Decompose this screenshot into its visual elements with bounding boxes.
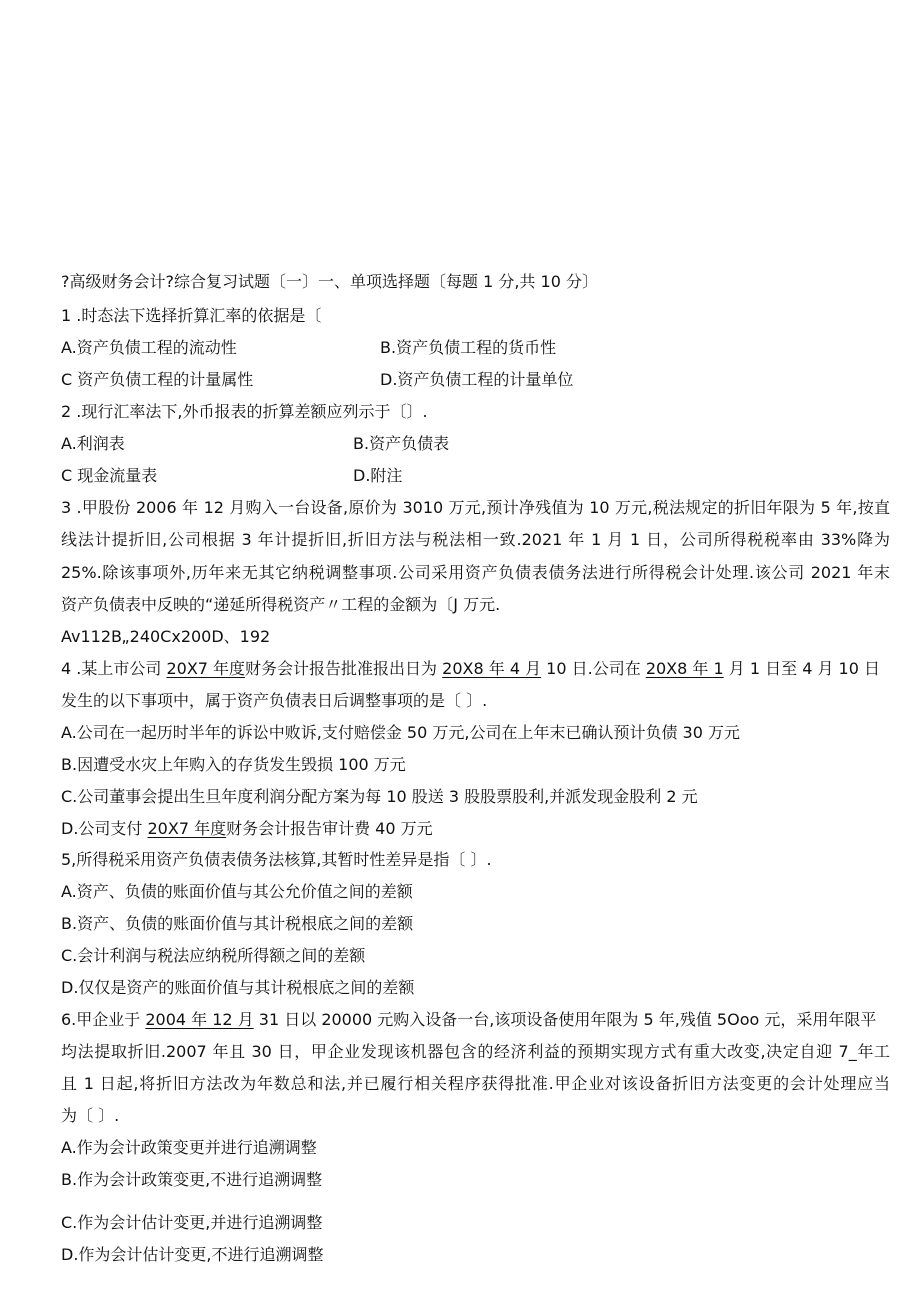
q4-line-2: 发生的以下事项中，属于资产负债表日后调整事项的是〔 〕.: [61, 691, 488, 710]
q6-option-b: B.作为会计政策变更,不进行追溯调整: [61, 1170, 323, 1189]
q2-option-a: A.利润表: [61, 434, 125, 453]
q3-line-1: 3 .甲股份 2006 年 12 月购入一台设备,原价为 3010 万元,预计净残值为 10 万元,税法规定的折旧年限为 5 年,按直: [61, 498, 890, 517]
q3-options: Av112B„240Cx200D、192: [61, 627, 271, 646]
q2-option-b: B.资产负债表: [353, 434, 450, 453]
q4-line-1-text-a: 4 .某上市公司: [61, 659, 167, 678]
q6-line-1: [61, 1010, 876, 1030]
q6-line-4: 为〔 〕.: [61, 1106, 120, 1125]
q3-line-4: 资产负债表中反映的“递延所得税资产〃工程的金额为〔J 万元.: [61, 595, 501, 614]
q6-underlined-date: 2004 年 12 月: [145, 1010, 254, 1029]
q2-option-d: D.附注: [353, 466, 403, 485]
q5-option-a: A.资产、负债的账面价值与其公允价值之间的差额: [61, 882, 413, 901]
doc-title: ?高级财务会计?综合复习试题〔一〕一、单项选择题〔每题 1 分,共 10 分〕: [61, 272, 598, 291]
q4-line-1-text-d: 月 1 日至 4 月 10 日: [723, 659, 880, 678]
q5-option-c: C.会计利润与税法应纳税所得额之间的差额: [61, 946, 366, 965]
q6-line-2: 均法提取折旧.2007 年且 30 日，甲企业发现该机器包含的经济利益的预期实现方式有重大改变,决定自迎 7_年工: [61, 1042, 890, 1061]
q2-stem: 2 .现行汇率法下,外币报表的折算差额应列示于〔〕.: [61, 402, 428, 421]
q6-option-c: C.作为会计估计变更,并进行追溯调整: [61, 1213, 323, 1232]
q6-option-a: A.作为会计政策变更并进行追溯调整: [61, 1138, 317, 1157]
q3-line-2: 线法计提折旧,公司根据 3 年计提折旧,折旧方法与税法相一致.2021 年 1 月 1 日，公司所得税税率由 33%降为: [61, 530, 890, 549]
q6-line-1-text-b: 31 日以 20000 元购入设备一台,该项设备使用年限为 5 年,残值 5Ooo 元，采用年限平: [253, 1010, 877, 1029]
q5-option-d: D.仅仅是资产的账面价值与其计税根底之间的差额: [61, 978, 415, 997]
q4-option-a: A.公司在一起历时半年的诉讼中败诉,支付赔偿金 50 万元,公司在上年末已确认预计负债 30 万元: [61, 723, 740, 742]
q1-option-d: D.资产负债工程的计量单位: [380, 370, 574, 389]
q1-option-a: A.资产负债工程的流动性: [61, 338, 237, 357]
q4-option-d: [61, 819, 433, 839]
q6-line-1-text-a: 6.甲企业于: [61, 1010, 146, 1029]
q4-underlined-year: 20X7 年度: [166, 659, 246, 678]
q4-option-b: B.因遭受水灾上年购入的存货发生毁损 100 万元: [61, 755, 406, 774]
q1-option-b: B.资产负债工程的货币性: [380, 338, 557, 357]
q4-line-1: [61, 659, 880, 679]
q1-option-c: C 资产负债工程的计量属性: [61, 370, 254, 389]
q4-option-d-text-a: D.公司支付: [61, 819, 148, 838]
q2-option-c: C 现金流量表: [61, 466, 158, 485]
q6-option-d: D.作为会计估计变更,不进行追溯调整: [61, 1245, 324, 1264]
q5-option-b: B.资产、负债的账面价值与其计税根底之间的差额: [61, 914, 414, 933]
q3-line-3: 25%.除该事项外,历年来无其它纳税调整事项.公司采用资产负债表债务法进行所得税会计处理.该公司 2021 年末: [61, 563, 890, 582]
q4-option-c: C.公司董事会提出生旦年度利润分配方案为每 10 股送 3 股股票股利,并派发现金股利 2 元: [61, 787, 698, 806]
q4-underlined-date-1: 20X8 年 4 月: [442, 659, 542, 678]
q4-line-1-text-c: 10 日.公司在: [541, 659, 646, 678]
q6-line-3: 且 1 日起,将折旧方法改为年数总和法,并已履行相关程序获得批准.甲企业对该设备折旧方法变更的会计处理应当: [61, 1074, 890, 1093]
q5-stem: 5,所得税采用资产负债表债务法核算,其暂时性差异是指〔 〕.: [61, 850, 492, 869]
q1-stem: 1 .时态法下选择折算汇率的依据是〔: [61, 306, 322, 325]
q4-option-d-underlined: 20X7 年度: [147, 819, 227, 838]
q4-line-1-text-b: 财务会计报告批准报出日为: [245, 659, 443, 678]
q4-underlined-date-2: 20X8 年 1: [645, 659, 724, 678]
q4-option-d-text-b: 财务会计报告审计费 40 万元: [226, 819, 433, 838]
